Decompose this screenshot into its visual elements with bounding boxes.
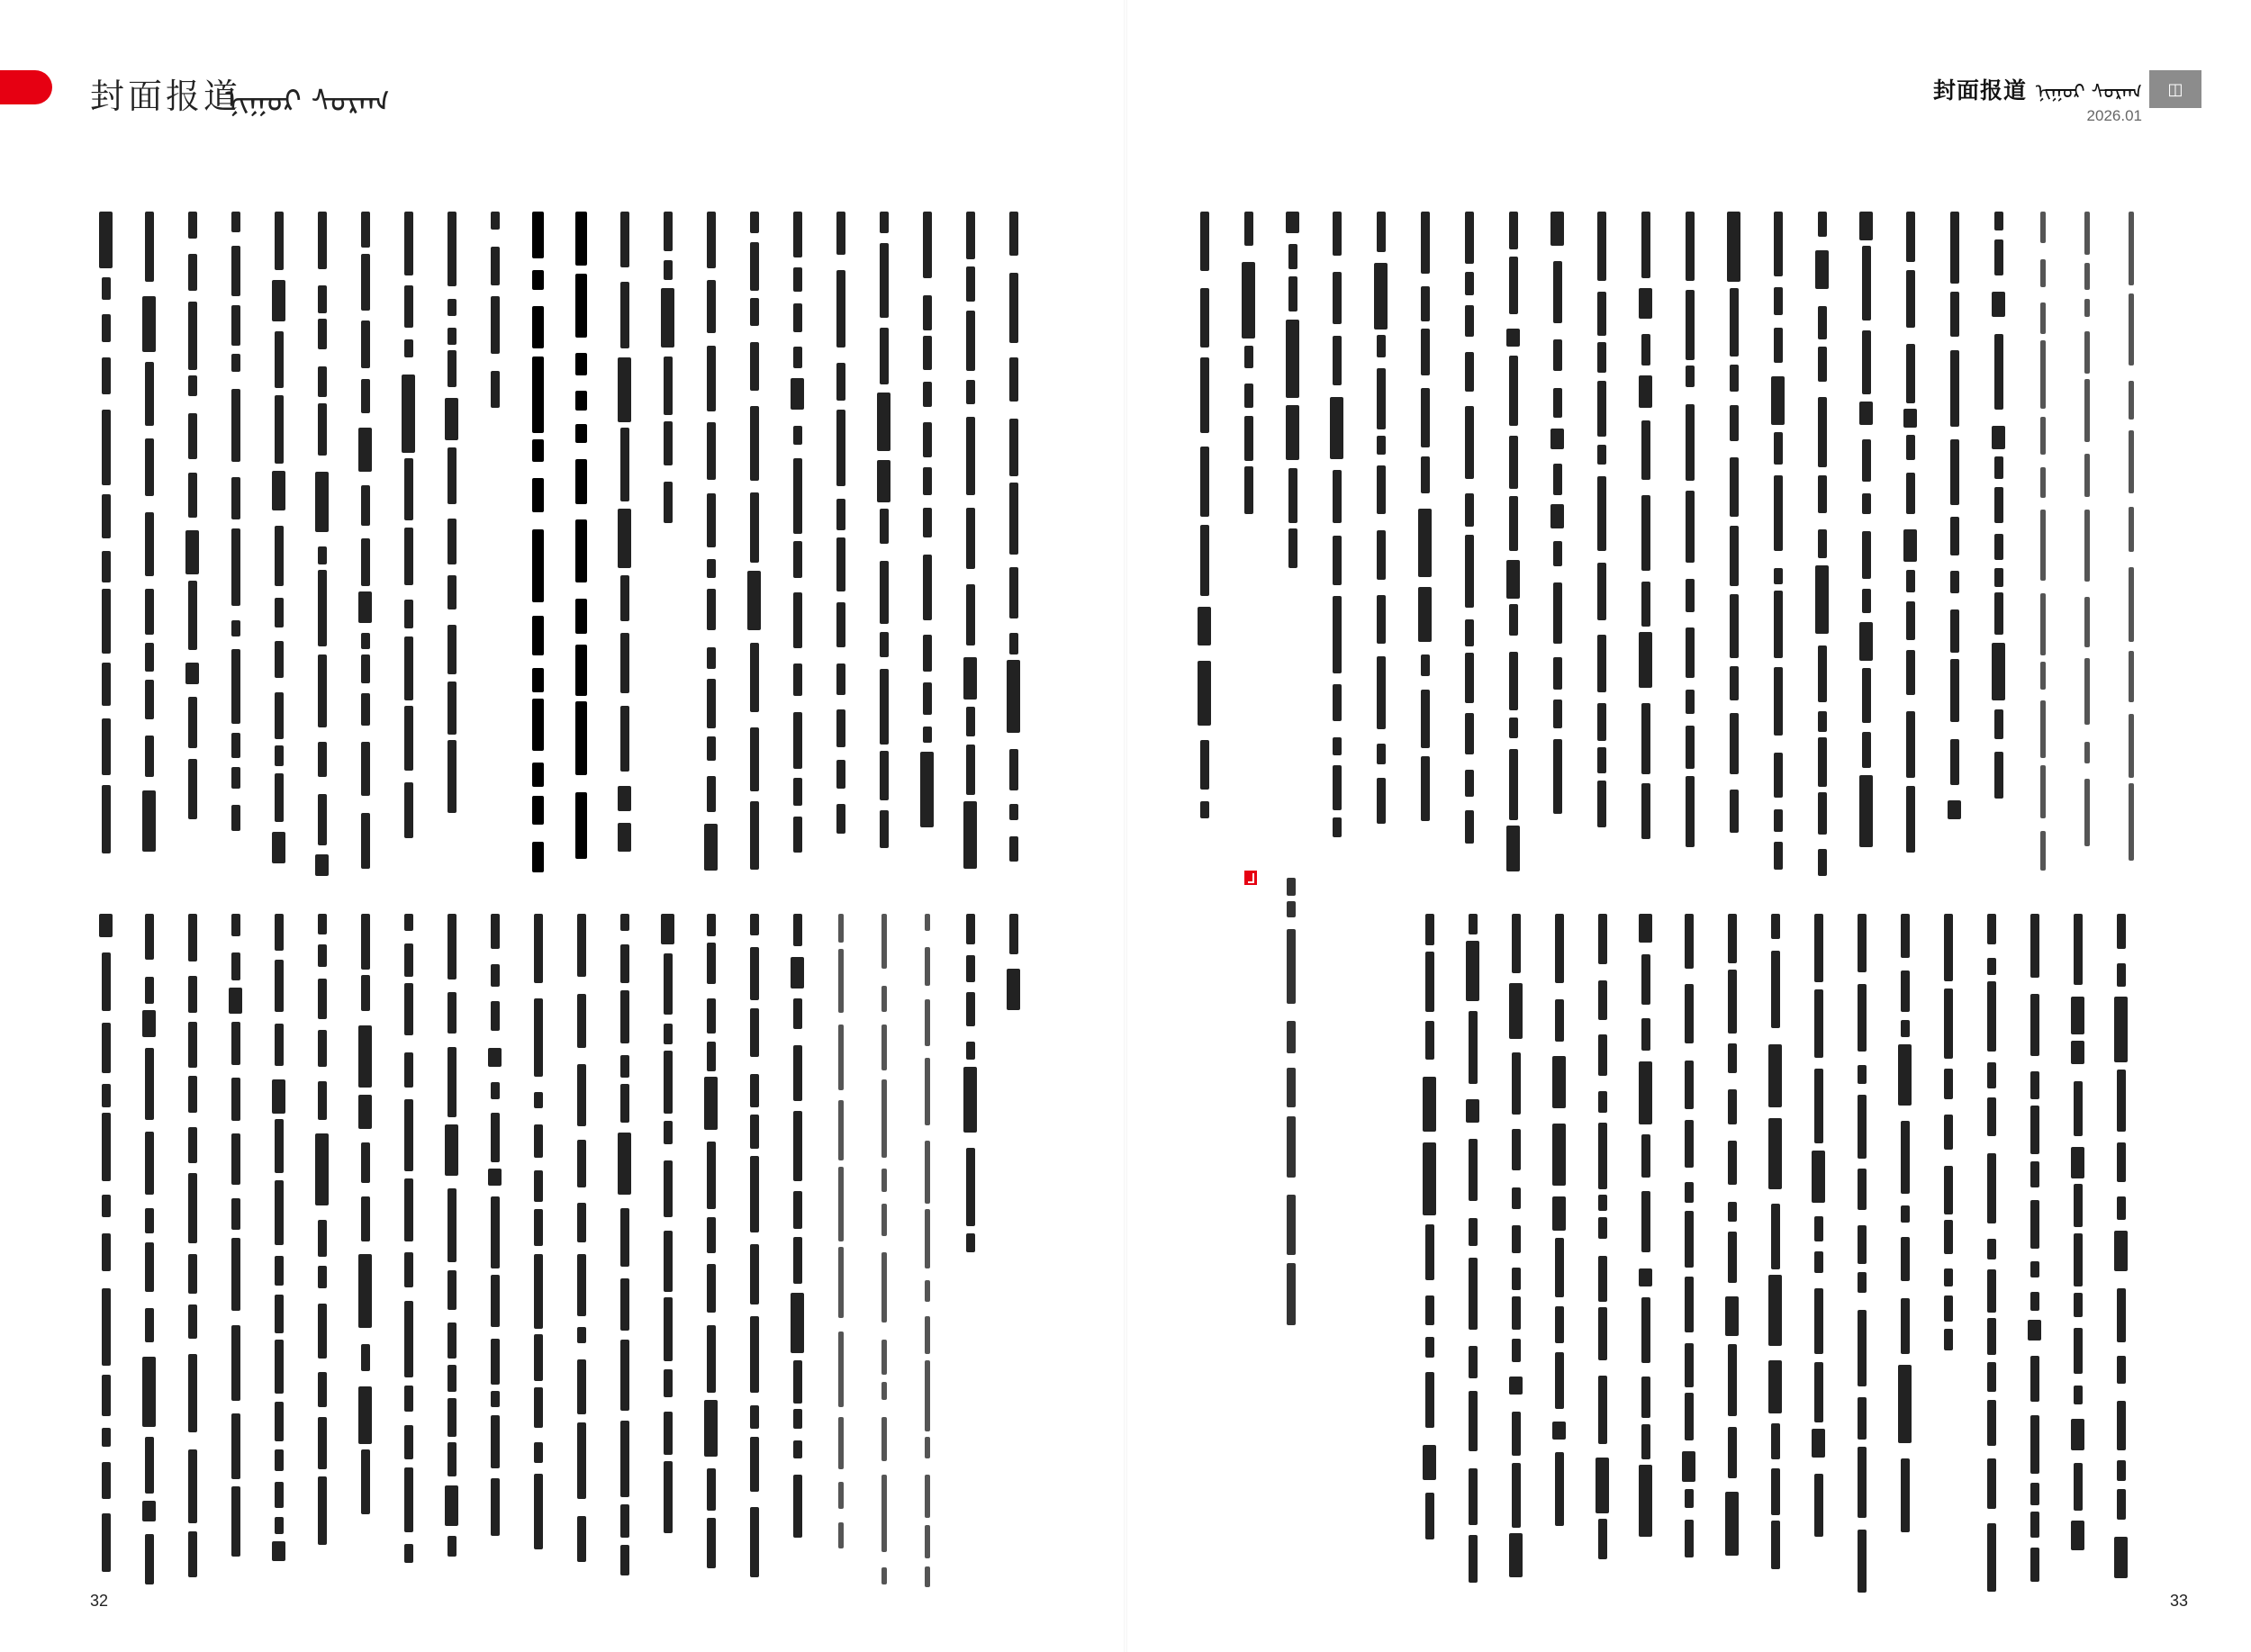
- text-column: [531, 212, 546, 878]
- text-column: [618, 212, 632, 878]
- text-column: [358, 212, 373, 878]
- right-top-text-block: [1198, 212, 2179, 878]
- left-top-text-block: [99, 212, 1053, 878]
- text-column: [1984, 914, 1999, 1598]
- text-column: [402, 212, 416, 878]
- text-column: [445, 212, 459, 878]
- text-column: [142, 914, 157, 1598]
- text-column: [272, 212, 286, 878]
- text-column: [185, 212, 200, 878]
- text-column: [315, 212, 330, 878]
- text-column: [791, 914, 805, 1598]
- section-end-mark: [1244, 871, 1257, 885]
- header-right: [1933, 70, 2201, 125]
- text-column: [2028, 914, 2042, 1598]
- text-column: [1462, 212, 1477, 878]
- text-column: [1595, 212, 1609, 878]
- text-column: [1596, 914, 1610, 1598]
- section-title-right: 封面报道 ᠨᠢᠭᠤᠷ ᠰᠤᠷᠠᠭ: [1933, 77, 2142, 104]
- section-title: 封面报道: [90, 77, 242, 116]
- text-column: [445, 914, 459, 1598]
- text-column: [618, 914, 632, 1598]
- text-column: [920, 914, 935, 1598]
- text-column: [488, 212, 502, 878]
- text-column: [2036, 212, 2050, 878]
- text-column: [1941, 914, 1956, 1598]
- text-column: [1284, 878, 1298, 1346]
- text-column: [920, 212, 935, 878]
- page-number-left: 32: [90, 1592, 109, 1610]
- page-number-right: 33: [2169, 1592, 2188, 1610]
- text-column: [747, 212, 762, 878]
- text-column: [1550, 212, 1565, 878]
- text-column: [2071, 914, 2085, 1598]
- text-column: [2080, 212, 2094, 878]
- text-column: [358, 914, 373, 1598]
- text-column: [99, 914, 113, 1598]
- text-column: [704, 914, 719, 1598]
- text-column: [574, 914, 589, 1598]
- caption-bracket: [1284, 878, 1302, 1346]
- text-column: [704, 212, 719, 878]
- text-column: [1855, 914, 1869, 1598]
- text-column: [1639, 914, 1653, 1598]
- text-column: [1330, 212, 1344, 878]
- text-column: [1768, 914, 1783, 1598]
- text-column: [963, 212, 978, 878]
- text-column: [1812, 914, 1826, 1598]
- text-column: [1423, 914, 1437, 1598]
- text-column: [791, 212, 805, 878]
- text-column: [402, 914, 416, 1598]
- text-column: [185, 914, 200, 1598]
- issue-date: 2026.01: [2086, 107, 2142, 124]
- text-column: [1552, 914, 1567, 1598]
- text-column: [1639, 212, 1653, 878]
- section-title-mongolian: ᠨᠢᠭᠤᠷ ᠰᠤᠷᠠᠭ: [225, 84, 390, 120]
- text-column: [574, 212, 589, 878]
- left-bottom-text-block: [99, 914, 1053, 1598]
- text-column: [1198, 212, 1212, 878]
- text-column: [229, 914, 243, 1598]
- text-column: [1727, 212, 1741, 878]
- text-column: [1007, 914, 1021, 1598]
- text-column: [1992, 212, 2006, 878]
- text-column: [1682, 914, 1696, 1598]
- text-column: [99, 212, 113, 878]
- text-column: [1506, 212, 1521, 878]
- text-column: [272, 914, 286, 1598]
- text-column: [1418, 212, 1433, 878]
- text-column: [661, 914, 675, 1598]
- section-color-tab: [0, 70, 52, 104]
- page-spine: [1124, 0, 1127, 1652]
- text-column: [1898, 914, 1912, 1598]
- text-column: [1771, 212, 1785, 878]
- right-bottom-text-block: [1423, 914, 2179, 1598]
- text-column: [488, 914, 502, 1598]
- text-column: [531, 914, 546, 1598]
- text-column: [2124, 212, 2138, 878]
- text-column: [229, 212, 243, 878]
- text-column: [1242, 212, 1256, 878]
- text-column: [834, 914, 848, 1598]
- text-column: [834, 212, 848, 878]
- text-column: [1815, 212, 1830, 878]
- text-column: [661, 212, 675, 878]
- text-column: [1725, 914, 1740, 1598]
- text-column: [2114, 914, 2129, 1598]
- text-column: [877, 914, 891, 1598]
- magazine-logo: ◫: [2149, 70, 2201, 108]
- text-column: [877, 212, 891, 878]
- text-column: [963, 914, 978, 1598]
- text-column: [1286, 212, 1300, 878]
- text-column: [1466, 914, 1480, 1598]
- text-column: [1509, 914, 1523, 1598]
- right-page: [1126, 0, 2251, 1652]
- text-column: [1903, 212, 1918, 878]
- text-column: [747, 914, 762, 1598]
- text-column: [1683, 212, 1697, 878]
- text-column: [315, 914, 330, 1598]
- text-column: [142, 212, 157, 878]
- text-column: [1948, 212, 1962, 878]
- text-column: [1859, 212, 1874, 878]
- text-column: [1374, 212, 1388, 878]
- text-column: [1007, 212, 1021, 878]
